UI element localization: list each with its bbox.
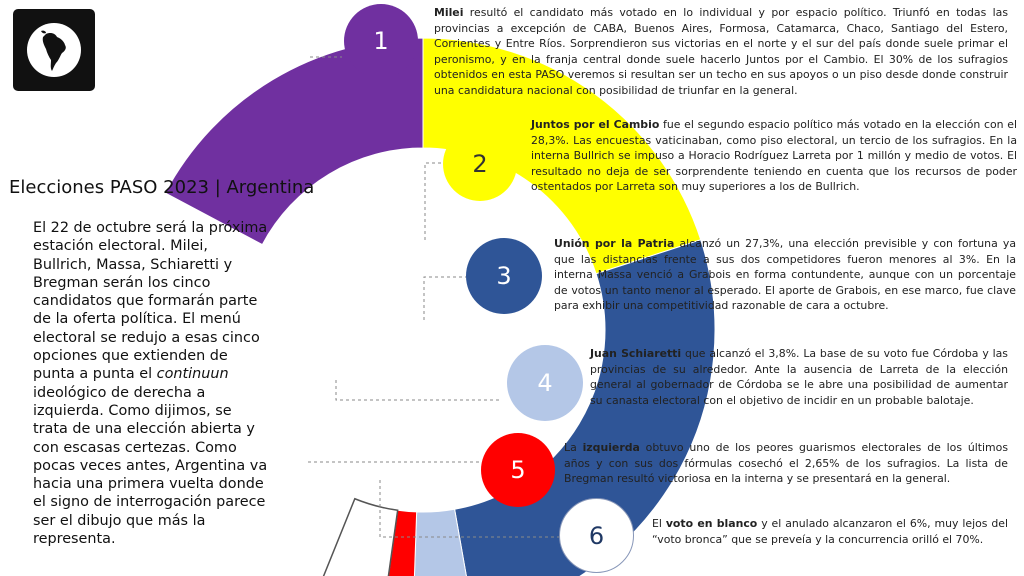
item-3-lead: Unión por la Patria [554, 237, 675, 250]
number-circle-3 [466, 238, 542, 314]
number-circle-5 [481, 433, 555, 507]
item-2-lead: Juntos por el Cambio [531, 118, 660, 131]
item-5-prefix: La [564, 441, 583, 454]
item-1-body: resultó el candidato más votado en lo individual y por espacio político. Triunfó en todas las provincias a excepción de CABA, Buenos Aires, Formosa, Catamarca, Chaco, Santiago del Estero, Corrientes y Entre Ríos. Sorprendieron sus victorias en el norte y el sur del país donde suele primar el peronismo, y en la franja central donde suele hacerlo Juntos por el Cambio. El 30% de los sufragios obtenidos en esta PASO veremos si resultan ser un techo en sus apoyos o un piso desde donde construir una candidatura nacional con posibilidad de triunfar en la general. [434, 6, 1008, 97]
number-5: 5 [510, 456, 526, 484]
connector-3 [424, 277, 466, 320]
item-4-lead: Juan Schiaretti [590, 347, 682, 360]
item-1-text [434, 5, 1008, 99]
number-1: 1 [373, 27, 389, 55]
item-5-body: obtuvo uno de los peores guarismos electorales de los últimos años y con sus dos fórmulas cosechó el 2,65% de los sufragios. La lista de Bregman resultó victoriosa en la interna y se presentará en la general. [564, 441, 1009, 486]
intro-text-part1: El 22 de octubre será la próxima estación electoral. Milei, Bullrich, Massa, Schiaretti y Bregman serán los cinco candidatos que formarán parte de la oferta política. El menú electoral se redujo a esas cinco opciones que extienden de punta a punta el [33, 220, 268, 383]
number-circle-2 [443, 127, 517, 201]
item-2-body: fue el segundo espacio político más votado en la elección con el 28,3%. Las encuestas vaticinaban, como piso electoral, un tercio de los sufragios. En la interna Bullrich se impuso a Horacio Rodríguez Larreta por 1 millón y medio de votos. El resultado no deja de ser sorprendente teniendo en cuenta que los recursos de poder ostentados por Larreta son muy superiores a los de Bullrich. [531, 118, 1017, 194]
number-4: 4 [537, 369, 553, 397]
number-circle-4 [507, 345, 583, 421]
number-6: 6 [588, 521, 605, 550]
item-3-body: alcanzó un 27,3%, una elección previsible y con fortuna ya que las distancias frente a sus dos competidores fueron menores al 3%. En la interna Massa venció a Grabois en forma contundente, aunque con un porcentaje de votos un tanto menor al esperado. El aporte de Grabois, en ese marco, fue clave para exhibir una competitividad razonable de cara a octubre. [554, 237, 1016, 313]
item-2-text [531, 117, 1017, 195]
item-5-text [564, 440, 1008, 487]
number-circle-6 [559, 498, 634, 573]
item-6-text [652, 516, 1008, 547]
item-5-lead: izquierda [582, 441, 640, 454]
connector-2 [425, 163, 443, 240]
item-1-lead: Milei [434, 6, 464, 19]
globe-icon [27, 23, 81, 77]
item-6-lead: voto en blanco [665, 517, 758, 530]
item-4-body: que alcanzó el 3,8%. La base de su voto fue Córdoba y las provincias de su alrededor. Ante la ausencia de Larreta de la elección general al gobernador de Córdoba se le abre una posibilidad de aumentar su canasta electoral con el objetivo de incidir en un probable balotaje. [590, 347, 1008, 407]
item-4-text [590, 346, 1008, 408]
number-3: 3 [496, 262, 512, 290]
page-title: Elecciones PASO 2023 | Argentina [9, 177, 315, 198]
item-3-text [554, 236, 1016, 314]
intro-paragraph [33, 219, 270, 548]
intro-italic-word: continuun [156, 366, 229, 383]
number-circle-1 [344, 4, 418, 78]
logo [13, 9, 95, 91]
number-2: 2 [472, 150, 488, 178]
intro-text-part2: ideológico de derecha a izquierda. Como dijimos, se trata de una elección abierta y con escasas certezas. Como pocas veces antes, Argentina va hacia una primera vuelta donde el signo de interrogación parece ser el dibujo que más la representa. [33, 384, 268, 548]
item-6-prefix: El [652, 517, 666, 530]
connector-4 [336, 380, 500, 400]
item-6-body: y el anulado alcanzaron el 6%, muy lejos del “voto bronca” que se preveía y la concurrencia orilló el 70%. [652, 517, 1009, 546]
